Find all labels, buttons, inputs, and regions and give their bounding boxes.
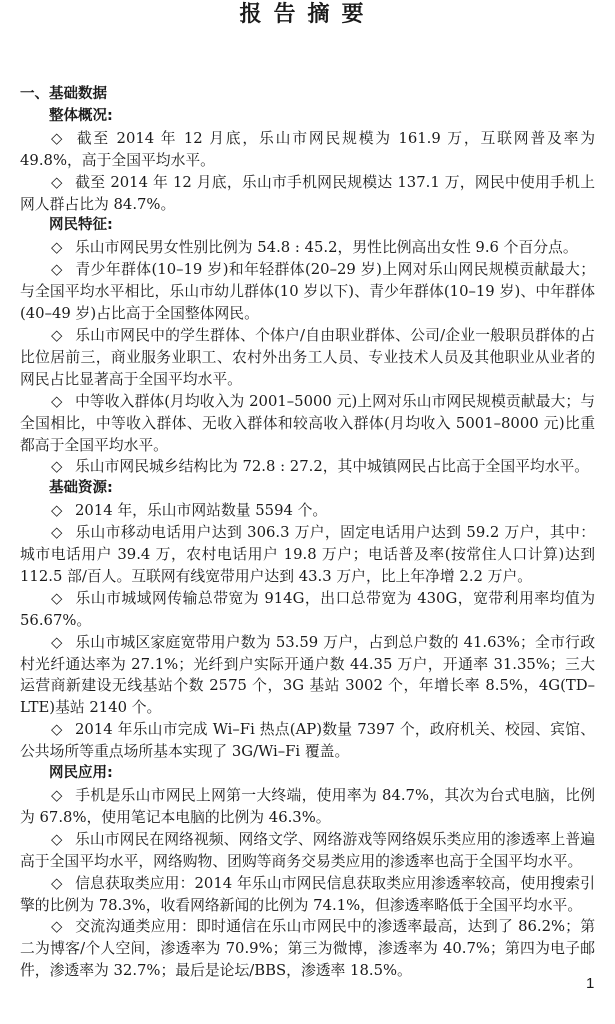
diamond-bullet-icon: ◇ bbox=[51, 633, 63, 651]
paragraph-text: 2014 年乐山市完成 Wi–Fi 热点(AP)数量 7397 个，政府机关、校园、宾馆、公共场所等重点场所基本实现了 3G/Wi–Fi 覆盖。 bbox=[20, 721, 595, 761]
diamond-bullet-icon: ◇ bbox=[51, 129, 63, 147]
subsection-heading: 整体概况: bbox=[49, 107, 113, 124]
diamond-bullet-icon: ◇ bbox=[51, 502, 63, 520]
bullet-paragraph bbox=[20, 785, 595, 829]
paragraph-text: 乐山市移动电话用户达到 306.3 万户，固定电话用户达到 59.2 万户，其中：城市电话用户 39.4 万，农村电话用户 19.8 万户；电话普及率(按常住人口计算)达到 112.5 部/百人。互联网有线宽带用户达到 43.3 万户，比上年净增 2.2 万户。 bbox=[20, 524, 595, 585]
paragraph-text: 交流沟通类应用：即时通信在乐山市网民中的渗透率最高，达到了 86.2%；第二为博客/个人空间，渗透率为 70.9%；第三为微博，渗透率为 40.7%；第四为电子邮件，渗透率为 32.7%；最后是论坛/BBS，渗透率 18.5%。 bbox=[20, 918, 595, 980]
bullet-paragraph bbox=[20, 172, 595, 216]
bullet-paragraph bbox=[20, 237, 595, 259]
paragraph-text: 青少年群体(10–19 岁)和年轻群体(20–29 岁)上网对乐山网民规模贡献最大；与全国平均水平相比，乐山市幼儿群体(10 岁以下)、青少年群体(10–19 岁)、中年群体(40–49 岁)占比高于全国整体网民。 bbox=[20, 261, 595, 323]
bullet-paragraph bbox=[20, 588, 595, 632]
bullet-paragraph bbox=[20, 829, 595, 873]
diamond-bullet-icon: ◇ bbox=[51, 326, 63, 344]
diamond-bullet-icon: ◇ bbox=[51, 392, 63, 410]
diamond-bullet-icon: ◇ bbox=[51, 589, 63, 607]
bullet-paragraph bbox=[20, 456, 595, 478]
paragraph-text: 截至 2014 年 12 月底，乐山市手机网民规模达 137.1 万，网民中使用手机上网人群占比为 84.7%。 bbox=[20, 173, 595, 213]
bullet-paragraph bbox=[20, 719, 595, 763]
diamond-bullet-icon: ◇ bbox=[51, 458, 63, 476]
paragraph-text: 信息获取类应用：2014 年乐山市网民信息获取类应用渗透率较高，使用搜索引擎的比例为 78.3%，收看网络新闻的比例为 74.1%，但渗透率略低于全国平均水平。 bbox=[20, 874, 595, 914]
bullet-paragraph bbox=[20, 259, 595, 325]
paragraph-text: 乐山市城域网传输总带宽为 914G，出口总带宽为 430G，宽带利用率均值为 56.67%。 bbox=[20, 589, 595, 629]
subsection-heading: 网民特征: bbox=[49, 217, 113, 234]
bullet-paragraph bbox=[20, 128, 595, 172]
paragraph-text: 乐山市网民在网络视频、网络文学、网络游戏等网络娱乐类应用的渗透率上普遍高于全国平均水平，网络购物、团购等商务交易类应用的渗透率也高于全国平均水平。 bbox=[20, 830, 595, 870]
paragraph-text: 乐山市网民中的学生群体、个体户/自由职业群体、公司/企业一般职员群体的占比位居前三，商业服务业职工、农村外出务工人员、专业技术人员及其他职业从业者的网民占比显著高于全国平均水平。 bbox=[20, 326, 595, 388]
diamond-bullet-icon: ◇ bbox=[51, 524, 63, 542]
subsection-heading: 网民应用: bbox=[49, 765, 113, 782]
subsection-heading: 基础资源: bbox=[49, 480, 113, 497]
bullet-paragraph bbox=[20, 632, 595, 720]
paragraph-text: 手机是乐山市网民上网第一大终端，使用率为 84.7%，其次为台式电脑，比例为 67.8%，使用笔记本电脑的比例为 46.3%。 bbox=[20, 787, 595, 826]
bullet-paragraph bbox=[20, 916, 595, 982]
section-heading: 一、基础数据 bbox=[20, 86, 107, 102]
bullet-paragraph bbox=[20, 522, 595, 588]
paragraph-text: 中等收入群体(月均收入为 2001–5000 元)上网对乐山市网民规模贡献最大；与全国相比，中等收入群体、无收入群体和较高收入群体(月均收入 5001–8000 元)比重都高于全国平均水平。 bbox=[20, 392, 595, 454]
diamond-bullet-icon: ◇ bbox=[51, 239, 63, 257]
diamond-bullet-icon: ◇ bbox=[51, 173, 63, 191]
report-summary-body bbox=[20, 84, 595, 982]
diamond-bullet-icon: ◇ bbox=[51, 830, 63, 848]
bullet-paragraph bbox=[20, 873, 595, 917]
section-groups bbox=[20, 106, 595, 982]
diamond-bullet-icon: ◇ bbox=[51, 721, 63, 739]
bullet-paragraph bbox=[20, 391, 595, 457]
paragraph-text: 乐山市网民城乡结构比为 72.8 : 27.2，其中城镇网民占比高于全国平均水平。 bbox=[75, 458, 590, 476]
paragraph-text: 乐山市城区家庭宽带用户数为 53.59 万户，占到总户数的 41.63%；全市行政村光纤通达率为 27.1%；光纤到户实际开通户数 44.35 万户，开通率 31.35%；三大运营商新建设无线基站个数 2575 个，3G 基站 3002 个，年增长率 8.5%，4G(TD–LTE)基站 2140 个。 bbox=[20, 633, 595, 717]
paragraph-text: 乐山市网民男女性别比例为 54.8 : 45.2，男性比例高出女性 9.6 个百分点。 bbox=[75, 239, 578, 257]
diamond-bullet-icon: ◇ bbox=[51, 874, 63, 892]
diamond-bullet-icon: ◇ bbox=[51, 918, 63, 936]
diamond-bullet-icon: ◇ bbox=[51, 787, 63, 804]
diamond-bullet-icon: ◇ bbox=[51, 261, 63, 279]
paragraph-text: 2014 年，乐山市网站数量 5594 个。 bbox=[75, 502, 328, 520]
bullet-paragraph bbox=[20, 500, 595, 522]
bullet-paragraph bbox=[20, 325, 595, 391]
page-title: 报告摘要 bbox=[239, 2, 376, 27]
page-number: 1 bbox=[586, 975, 595, 992]
paragraph-text: 截至 2014 年 12 月底，乐山市网民规模为 161.9 万，互联网普及率为 49.8%，高于全国平均水平。 bbox=[20, 129, 595, 169]
